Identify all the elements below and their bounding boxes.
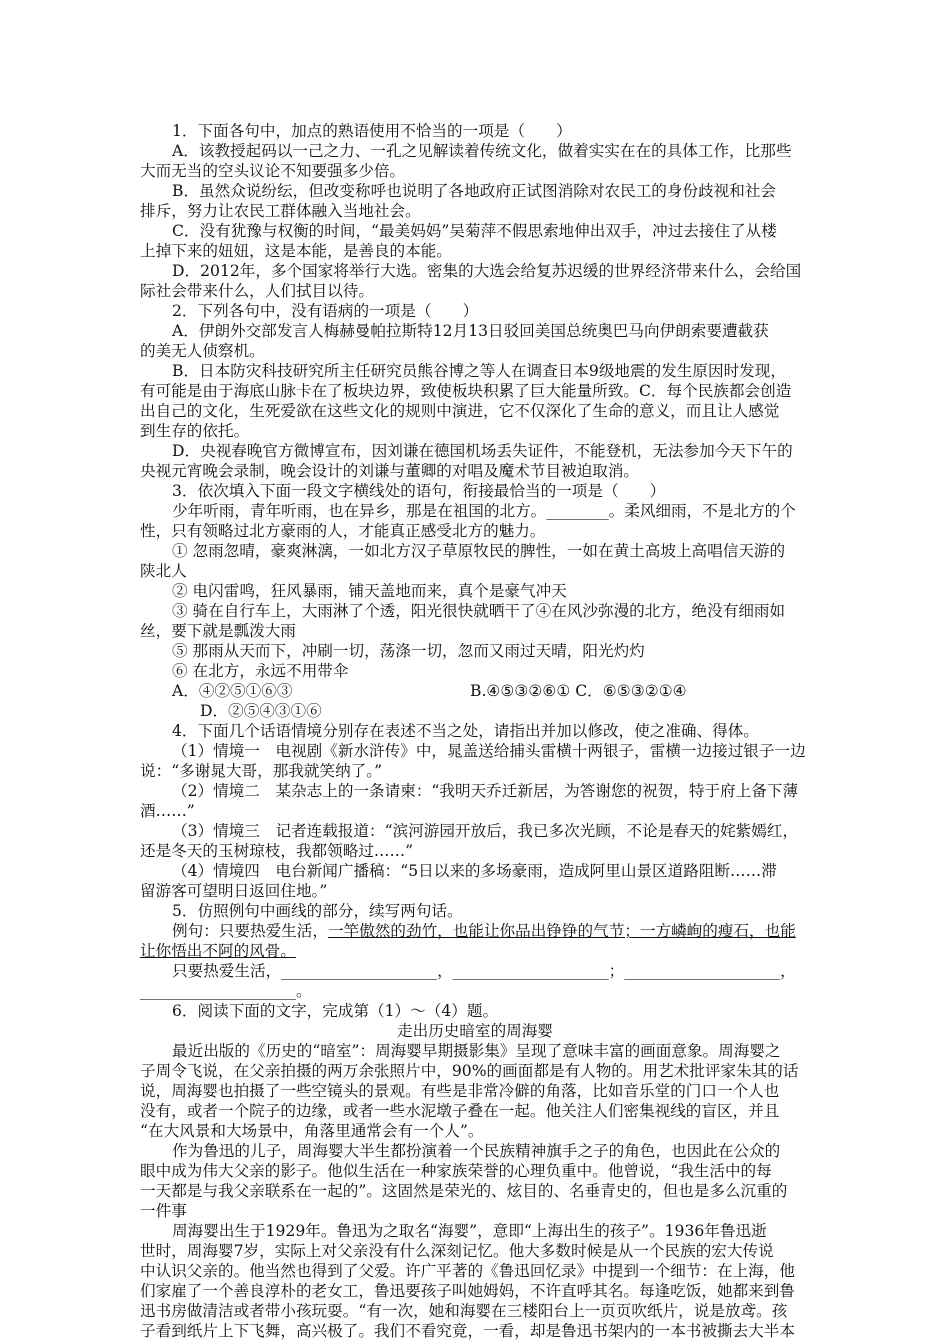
- q3-passage: 少年听雨，青年听雨，也在异乡，那是在祖国的北方。________。柔风细雨，不是北方的个: [172, 502, 796, 520]
- text-line: “在大风景和大场景中，角落里通常会有一个人”。: [140, 1122, 484, 1140]
- q5-example-underlined-cont: 让你悟出不阿的风骨。: [140, 942, 296, 960]
- text-line: 留游客可望明日返回住地。”: [140, 882, 328, 900]
- text-line: 性，只有领略过北方豪雨的人，才能真正感受北方的魅力。: [140, 522, 546, 540]
- text-line: 们家雇了一个善良淳朴的老女工，鲁迅要孩子叫她姆妈，不许直呼其名。每逢吃饭，她都来到鲁: [140, 1282, 795, 1300]
- text-line: 世时，周海婴7岁，实际上对父亲没有什么深刻记忆。他大多数时候是从一个民族的宏大传说: [140, 1242, 774, 1260]
- q1-option-d: D．2012年，多个国家将举行大选。密集的大选会给复苏迟缓的世界经济带来什么，会给国: [172, 262, 802, 280]
- q4-situation-4: （4）情境四 电台新闻广播稿：“5日以来的多场豪雨，造成阿里山景区道路阻断……滞: [172, 862, 777, 880]
- text-line: 大而无当的空头议论不知要强多少倍。: [140, 162, 406, 180]
- text-line: 的美无人侦察机。: [140, 342, 265, 360]
- q3-stem: 3．依次填入下面一段文字横线处的语句，衔接最恰当的一项是（ ）: [172, 482, 666, 500]
- q3-item: ③ 骑在自行车上，大雨淋了个透，阳光很快就晒干了④在风沙弥漫的北方，绝没有细雨如: [172, 602, 786, 620]
- text-line: 出自己的文化，生死爱欲在这些文化的规则中演进，它不仅深化了生命的意义，而且让人感觉: [140, 402, 780, 420]
- text-line: 央视元宵晚会录制，晚会设计的刘谦与董卿的对唱及魔术节目被迫取消。: [140, 462, 640, 480]
- q3-item: ② 电闪雷鸣，狂风暴雨，铺天盖地而来，真个是豪气冲天: [172, 582, 567, 600]
- q3-item: ⑤ 那雨从天而下，冲刷一切，荡涤一切，忽而又雨过天晴，阳光灼灼: [172, 642, 645, 660]
- text-line: 上掉下来的妞妞，这是本能，是善良的本能。: [140, 242, 452, 260]
- article-paragraph: 作为鲁迅的儿子，周海婴大半生都扮演着一个民族精神旗手之子的角色，也因此在公众的: [172, 1142, 781, 1160]
- text-line: 一件事: [140, 1202, 187, 1220]
- q1-option-c: C．没有犹豫与权衡的时间，“最美妈妈”吴菊萍不假思索地伸出双手，冲过去接住了从楼: [172, 222, 777, 240]
- q6-stem: 6．阅读下面的文字，完成第（1）～（4）题。: [172, 1002, 499, 1020]
- text-line: 子周令飞说，在父亲拍摄的两万余张照片中，90%的画面都是有人物的。用艺术批评家朱其的话: [140, 1062, 799, 1080]
- text-line: 子看到纸片上下飞舞，高兴极了。我们不看究竟，一看，却是鲁迅书架内的一本书被撕去大半本: [140, 1322, 795, 1340]
- text-line: 酒……”: [140, 802, 195, 820]
- article-title: 走出历史暗室的周海婴: [397, 1022, 553, 1040]
- text-line: 还是冬天的玉树琼枝，我都领略过……”: [140, 842, 414, 860]
- q5-answer-blank-cont: ____________________。: [140, 982, 312, 1000]
- q1-option-a: A．该教授起码以一己之力、一孔之见解读着传统文化，做着实实在在的具体工作，比那些: [172, 142, 792, 160]
- q4-situation-2: （2）情境二 某杂志上的一条请柬：“我明天乔迁新居，为答谢您的祝贺，特于府上备下薄: [172, 782, 799, 800]
- q4-situation-3: （3）情境三 记者连载报道：“滨河游园开放后，我已多次光顾，不论是春天的姹紫嫣红，: [172, 822, 799, 840]
- q1-stem: 1．下面各句中，加点的熟语使用不恰当的一项是（ ）: [172, 122, 572, 140]
- text-line: 说，周海婴也拍摄了一些空镜头的景观。有些是非常冷僻的角落，比如音乐堂的门口一个人也: [140, 1082, 780, 1100]
- q2-option-b: B．日本防灾科技研究所主任研究员熊谷博之等人在调查日本9级地震的发生原因时发现，: [172, 362, 786, 380]
- q2-stem: 2．下列各句中，没有语病的一项是（ ）: [172, 302, 479, 320]
- text-line: 迅书房做清洁或者带小孩玩耍。“有一次，她和海婴在三楼阳台上一页页吹纸片，说是放鸢。孩: [140, 1302, 788, 1320]
- text-line: 说：“多谢晁大哥，那我就笑纳了。”: [140, 762, 383, 780]
- text-line: 丝，要下就是瓢泼大雨: [140, 622, 296, 640]
- q5-stem: 5．仿照例句中画线的部分，续写两句话。: [172, 902, 463, 920]
- q4-situation-1: （1）情境一 电视剧《新水浒传》中，晁盖送给捕头雷横十两银子，雷横一边接过银子一边: [172, 742, 806, 760]
- text-line: 有可能是由于海底山脉卡在了板块边界，致使板块积累了巨大能量所致。C．每个民族都会创造: [140, 382, 792, 400]
- q3-item: ⑥ 在北方，永远不用带伞: [172, 662, 349, 680]
- text-line: 排斥，努力让农民工群体融入当地社会。: [140, 202, 421, 220]
- q5-example-prefix: 例句：只要热爱生活，: [172, 922, 328, 940]
- article-paragraph: 周海婴出生于1929年。鲁迅为之取名“海婴”，意即“上海出生的孩子”。1936年鲁迅逝: [172, 1222, 767, 1240]
- q3-option-a: A．④②⑤①⑥③: [172, 682, 293, 700]
- q2-option-a: A．伊朗外交部发言人梅赫曼帕拉斯特12月13日驳回美国总统奥巴马向伊朗索要遭截获: [172, 322, 769, 340]
- q5-answer-blank: 只要热爱生活，____________________，____________________；____________________，: [172, 962, 796, 980]
- text-line: 中认识父亲的。他当然也得到了父爱。许广平著的《鲁迅回忆录》中提到一个细节：在上海，他: [140, 1262, 795, 1280]
- text-line: 陕北人: [140, 562, 187, 580]
- text-line: 眼中成为伟大父亲的影子。他似生活在一种家族荣誉的心理负重中。他曾说，“我生活中的每: [140, 1162, 772, 1180]
- q4-stem: 4．下面几个话语情境分别存在表述不当之处，请指出并加以修改，使之准确、得体。: [172, 722, 759, 740]
- q3-option-d: D．②⑤④③①⑥: [200, 702, 322, 720]
- article-paragraph: 最近出版的《历史的“暗室”：周海婴早期摄影集》呈现了意味丰富的画面意象。周海婴之: [172, 1042, 781, 1060]
- q2-option-d: D．央视春晚官方微博宣布，因刘谦在德国机场丢失证件，不能登机，无法参加今天下午的: [172, 442, 793, 460]
- text-line: 到生存的依托。: [140, 422, 250, 440]
- text-line: 一天都是与我父亲联系在一起的”。这固然是荣光的、炫目的、名垂青史的，但也是多么沉重的: [140, 1182, 788, 1200]
- q3-item: ① 忽雨忽晴，豪爽淋漓，一如北方汉子草原牧民的脾性，一如在黄土高坡上高唱信天游的: [172, 542, 786, 560]
- q5-example-underlined: 一竿傲然的劲竹，也能让你品出铮铮的气节；一方嶙峋的瘦石，也能: [328, 922, 796, 940]
- text-line: 际社会带来什么，人们拭目以待。: [140, 282, 374, 300]
- q3-option-b-c: B.④⑤③②⑥① C．⑥⑤③②①④: [470, 682, 687, 700]
- q1-option-b: B．虽然众说纷纭，但改变称呼也说明了各地政府正试图消除对农民工的身份歧视和社会: [172, 182, 777, 200]
- text-line: 没有，或者一个院子的边缘，或者一些水泥墩子叠在一起。他关注人们密集视线的盲区，并且: [140, 1102, 780, 1120]
